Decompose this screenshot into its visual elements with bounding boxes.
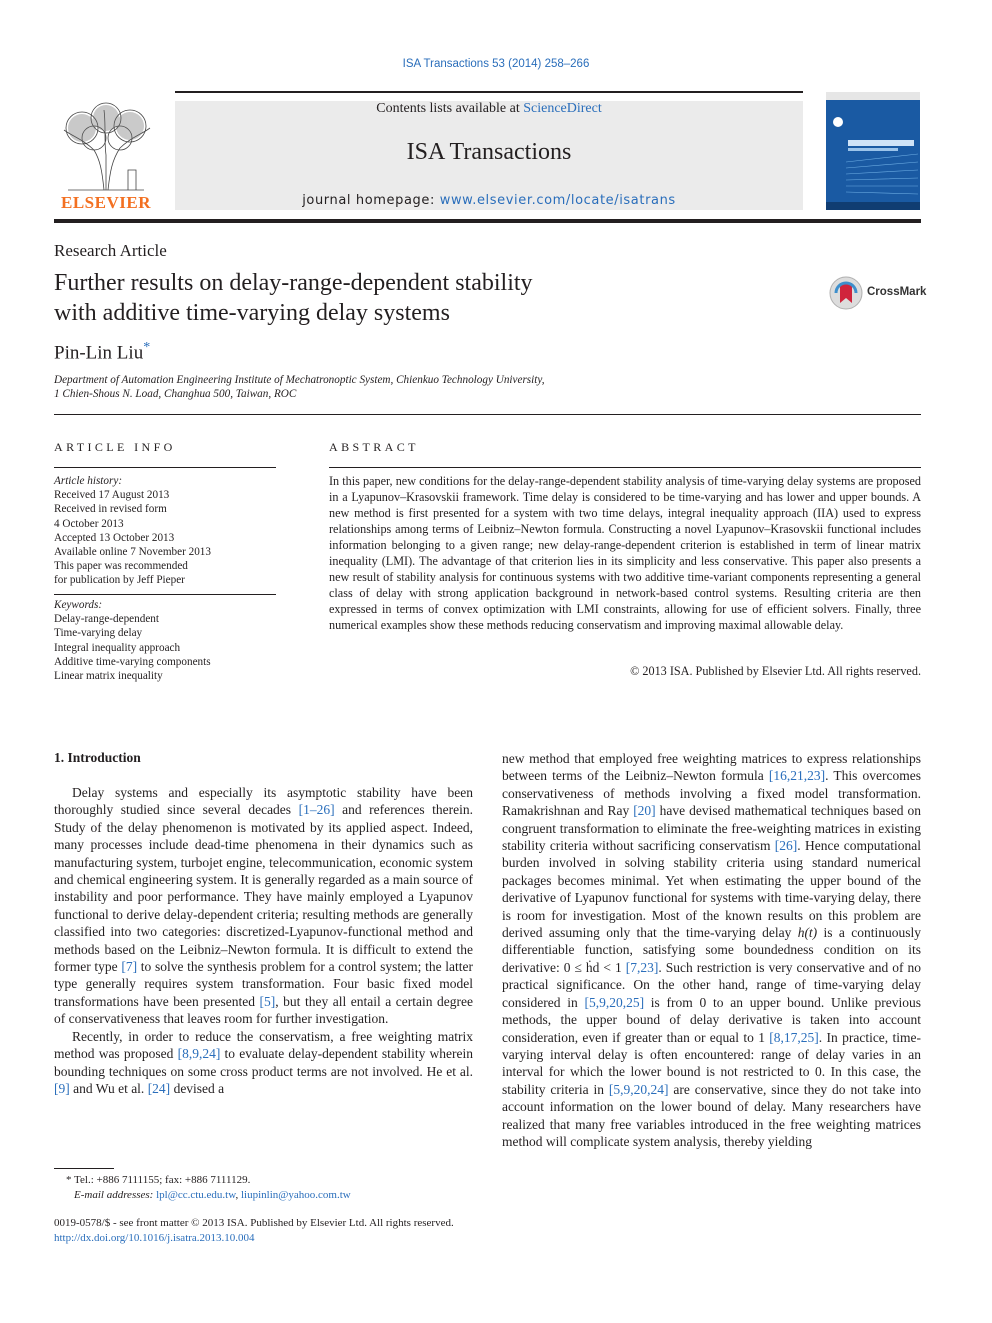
- contents-prefix: Contents lists available at: [376, 101, 524, 116]
- text-run: . This overcomes conservativeness of methods involving a fixed model transformation. Ramakrishnan and Ray: [502, 768, 922, 819]
- text-run: to solve the synthesis problem for a control system; the latter type generally requires system transformation. Four basic fixed model transformations have been presented: [54, 959, 473, 1009]
- keywords-rule: [54, 594, 276, 595]
- journal-cover-image[interactable]: [826, 92, 920, 210]
- email-separator: ,: [235, 1189, 241, 1201]
- history-item: 4 October 2013: [54, 517, 124, 530]
- homepage-link[interactable]: www.elsevier.com/locate/isatrans: [439, 193, 676, 208]
- crossmark-label: CrossMark: [867, 286, 927, 298]
- paragraph: [54, 784, 473, 1028]
- article-type: Research Article: [54, 241, 167, 260]
- keyword: Linear matrix inequality: [54, 670, 163, 683]
- sciencedirect-link[interactable]: ScienceDirect: [523, 101, 602, 116]
- text-run: and Wu et al.: [69, 1080, 148, 1096]
- history-item: Received in revised form: [54, 503, 167, 516]
- email-label: E-mail addresses:: [74, 1189, 157, 1201]
- head-divider: [54, 414, 921, 415]
- title-line-2: with additive time-varying delay systems: [54, 300, 450, 326]
- footnote-email: [54, 1188, 473, 1203]
- email-link[interactable]: lpl@cc.ctu.edu.tw: [156, 1189, 236, 1201]
- citation-link[interactable]: [8,9,24]: [177, 1046, 221, 1062]
- abstract-heading: ABSTRACT: [329, 440, 419, 454]
- doi-link[interactable]: http://dx.doi.org/10.1016/j.isatra.2013.10.004: [54, 1232, 255, 1244]
- keyword: Additive time-varying components: [54, 655, 211, 668]
- contents-line: [175, 101, 803, 117]
- text-run: and references therein. Study of the delay phenomenon is motivated by its applied aspect. Indeed, many processes include dead-time phenomena in their dynamics such as manufacturing system, turbojet engine, telecommunication, economic system and chemical engineering system. It is generally regarded as a main source of instability and poor performance. They have mainly employed a Lyapunov functional to derive delay-dependent criteria; resulting methods are generally classified into two categories: discretized-Lyapunov-functional method and methods based on the Leibniz–Newton formula. It is difficult to extend the former type: [54, 802, 473, 975]
- text-run: new method that employed free weighting matrices to express relationships between terms of the Leibniz–Newton formula: [502, 751, 921, 784]
- paragraph: [502, 750, 921, 1150]
- history-item: for publication by Jeff Pieper: [54, 574, 185, 587]
- keyword: Delay-range-dependent: [54, 613, 159, 626]
- text-run: . Hence computational burden involved in solving stability criteria using standard numerical packages becomes minimal. Yet when estimating the upper bound of the derivative of Lyapunov functional for systems with time-varying delay, there is room for investigation. Most of the known results on this problem are derived assuming only that the time-varying delay: [502, 838, 921, 941]
- footnote: [54, 1173, 473, 1203]
- text-run: Delay systems and especially its asymptotic stability have been thoroughly studied since several decades: [54, 785, 473, 818]
- history-item: Received 17 August 2013: [54, 489, 170, 502]
- author-name: [54, 340, 150, 364]
- email-link[interactable]: liupinlin@yahoo.com.tw: [240, 1189, 351, 1201]
- keyword: Integral inequality approach: [54, 641, 181, 654]
- homepage-prefix: journal homepage:: [302, 193, 440, 208]
- citation-link[interactable]: [7,23]: [625, 959, 659, 975]
- text-run: is from 0 to an upper bound. Unlike previous methods, the upper bound of delay derivative is taken into account consideration, even if greater than or equal to 1: [502, 994, 921, 1045]
- abstract-copyright: © 2013 ISA. Published by Elsevier Ltd. All rights reserved.: [630, 664, 921, 678]
- corresponding-author-mark[interactable]: *: [143, 340, 151, 355]
- citation-link[interactable]: [5]: [259, 993, 276, 1009]
- cover-art: [826, 92, 920, 210]
- journal-reference[interactable]: ISA Transactions 53 (2014) 258–266: [402, 58, 590, 70]
- body-column-right: [502, 750, 921, 1150]
- crossmark-badge[interactable]: [828, 275, 927, 311]
- publisher-logo-text: ELSEVIER: [61, 193, 151, 212]
- text-run: . Such restriction is very conservative and of no practical significance. On the other hand, range of time-varying delay considered in: [502, 959, 921, 1010]
- keywords-label: Keywords:: [54, 599, 103, 611]
- math-inline: h(t): [797, 925, 818, 941]
- affiliation-line-2: 1 Chien-Shous N. Load, Changhua 500, Taiwan, ROC: [54, 388, 297, 400]
- citation-link[interactable]: [7]: [121, 959, 138, 975]
- citation-link[interactable]: [1–26]: [298, 802, 335, 818]
- issn-line: 0019-0578/$ - see front matter © 2013 ISA. Published by Elsevier Ltd. All rights reserved.: [54, 1217, 454, 1229]
- citation-link[interactable]: [8,17,25]: [769, 1029, 819, 1045]
- abstract-text: In this paper, new conditions for the delay-range-dependent stability analysis of time-varying delay systems are proposed in a Lyapunov–Krasovskii framework. Time delay is considered to be time-varying and has lower and upper bounds. A new method is first presented for a system with two time delays, integral inequality approach (IIA) used to express relationships among terms of Leibniz–Newton formula. Constructing a novel Lyapunov–Krasovskii functional includes information belonging to a given range; new delay-range-dependent criterion is established in term of linear matrix inequality (LMI). The advantage of that criterion lies in its simplicity and less conservative. This paper also presents a new result of stability analysis for continuous systems with two additive time-variant components representing a general class of delay with strong application background in network-based control systems. Resulting criteria are then expressed in terms of convex optimization with LMI constraints, allowing for use of efficient solvers. Finally, three numerical examples show these methods reducing conservatism and improving maximal allowable delay.: [329, 474, 921, 632]
- text-run: . In practice, time-varying interval delay is often encountered: range of delay varies in an interval for which the lower bound is not restricted to 0. In this case, the stability criteria in: [502, 1029, 922, 1097]
- affiliation-line-1: Department of Automation Engineering Institute of Mechatronoptic System, Chienkuo Technology University,: [54, 374, 545, 386]
- text-run: to evaluate delay-dependent stability wherein bounding techniques on some cross product terms are not involved. He et al.: [54, 1046, 474, 1079]
- text-run: Recently, in order to reduce the conservatism, a free weighting matrix method was proposed: [54, 1028, 473, 1062]
- text-run: have devised mathematical techniques based on congruent transformation to eliminate the free-weighting matrices in existing stability criteria without sacrificing conservatism: [502, 803, 921, 854]
- history-item: Available online 7 November 2013: [54, 546, 211, 559]
- citation-link[interactable]: [5,9,20,25]: [584, 994, 645, 1010]
- math-inline: 0 ≤ ḣd < 1: [563, 959, 626, 975]
- header-rule: [175, 91, 803, 93]
- citation-link[interactable]: [24]: [147, 1080, 171, 1096]
- header-divider: [54, 219, 921, 223]
- article-history: [54, 474, 276, 588]
- text-run: , but they all entail a certain degree of conservativeness that leaves room for further investigation.: [54, 993, 473, 1027]
- article-info-rule: [54, 467, 276, 468]
- footnote-tel: * Tel.: +886 7111155; fax: +886 7111129.: [66, 1174, 251, 1186]
- footnote-rule: [54, 1168, 114, 1169]
- journal-homepage: [175, 193, 803, 208]
- abstract-rule: [329, 467, 921, 468]
- text-run: devised a: [170, 1080, 225, 1096]
- text-run: are conservative, since they do not take into account information on the lower bound of delay. Many researchers have realized that many free variables introduced in the free weighting matrices method will complicate system analysis, thereby yielding: [502, 1081, 921, 1149]
- citation-link[interactable]: [20]: [633, 803, 656, 819]
- citation-link[interactable]: [5,9,20,24]: [608, 1081, 669, 1097]
- citation-link[interactable]: [9]: [54, 1080, 70, 1096]
- keywords-block: [54, 598, 276, 683]
- article-title: [54, 268, 674, 328]
- crossmark-icon: [828, 275, 864, 311]
- article-info-heading: ARTICLE INFO: [54, 440, 176, 454]
- section-heading-introduction: 1. Introduction: [54, 750, 141, 765]
- citation-link[interactable]: [16,21,23]: [768, 768, 826, 784]
- citation-link[interactable]: [26]: [774, 838, 798, 854]
- title-line-1: Further results on delay-range-dependent stability: [54, 270, 533, 296]
- body-column-left: [54, 784, 473, 1097]
- text-run: is a continuously differentiable function, satisfying some boundedness condition on its derivative:: [502, 925, 922, 975]
- journal-title: ISA Transactions: [406, 139, 572, 165]
- history-item: Accepted 13 October 2013: [54, 531, 175, 544]
- page-footer: [54, 1216, 654, 1246]
- author-text: Pin-Lin Liu: [54, 342, 144, 364]
- history-label: Article history:: [54, 475, 123, 487]
- author-affiliation: [54, 373, 674, 401]
- keyword: Time-varying delay: [54, 627, 143, 640]
- history-item: This paper was recommended: [54, 560, 188, 573]
- paragraph: [54, 1028, 473, 1098]
